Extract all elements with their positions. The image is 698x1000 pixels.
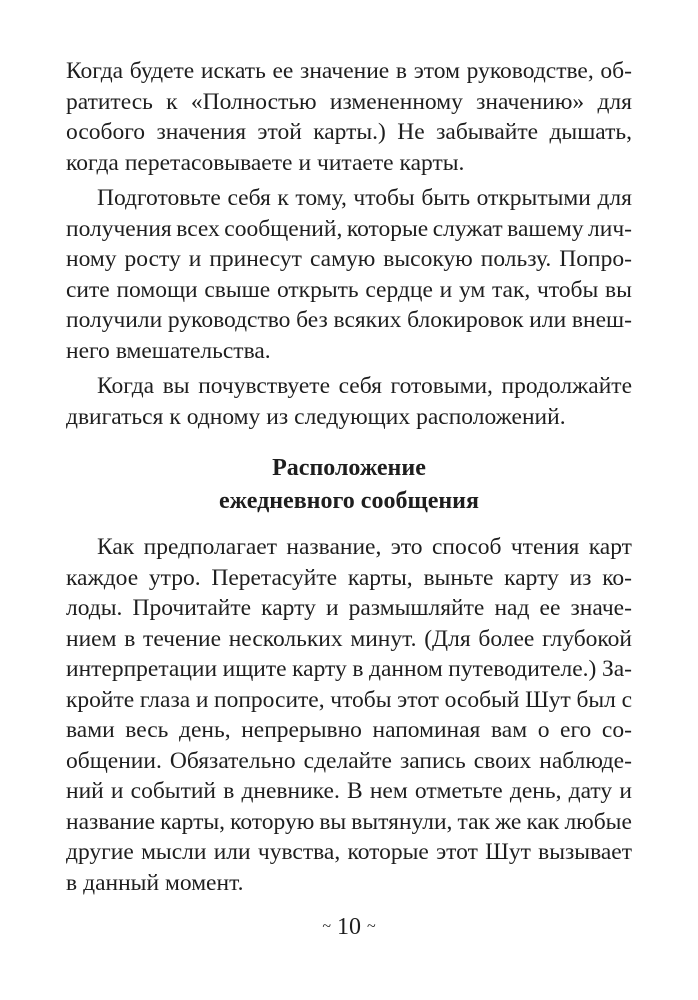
- paragraph: [66, 371, 632, 432]
- text-line: в данный момент.: [66, 869, 244, 896]
- text-line: ному росту и принесут самую высокую пользу. Попро-: [66, 246, 632, 272]
- section-heading-line-1: Расположение: [272, 455, 426, 481]
- paragraph: [66, 183, 632, 366]
- page-body: [66, 56, 632, 898]
- text-line: ний и событий в дневнике. В нем отметьте день, дату и: [66, 778, 632, 804]
- text-line: особого значения этой карты.) Не забывайте дышать,: [66, 119, 632, 145]
- text-line: лоды. Прочитайте карту и размышляйте над ее значе-: [66, 595, 632, 621]
- text-line: ратитесь к «Полностью измененному значению» для: [66, 88, 632, 115]
- paragraph: [66, 532, 632, 898]
- text-line: когда перетасовываете и читаете карты.: [66, 149, 465, 176]
- text-line: сите помощи свыше открыть сердце и ум так, чтобы вы: [66, 276, 632, 303]
- text-line: кройте глаза и попросите, чтобы этот особый Шут был с: [66, 686, 632, 713]
- page-number: 10: [337, 914, 361, 940]
- text-line: каждое утро. Перетасуйте карты, выньте карту из ко-: [66, 564, 632, 591]
- intro-text: [66, 56, 632, 432]
- paragraph: [66, 56, 632, 178]
- text-line: название карты, которую вы вытянули, так же как любые: [66, 808, 632, 835]
- text-line: Подготовьте себя к тому, чтобы быть открытыми для: [97, 185, 632, 211]
- ornament-right-icon: ~: [367, 918, 376, 936]
- text-line: Как предполагает название, это способ чтения карт: [97, 534, 632, 560]
- text-line: него вмешательства.: [66, 337, 271, 364]
- text-line: Когда будете искать ее значение в этом руководстве, об-: [66, 58, 632, 84]
- section-heading-line-2: ежедневного сообщения: [219, 488, 479, 514]
- text-line: нием в течение нескольких минут. (Для более глубокой: [66, 625, 632, 652]
- section-heading: [66, 452, 632, 518]
- ornament-left-icon: ~: [322, 918, 331, 936]
- text-line: получили руководство без всяких блокировок или внеш-: [66, 307, 632, 333]
- text-line: двигаться к одному из следующих расположений.: [66, 403, 566, 430]
- text-line: общении. Обязательно сделайте запись своих наблюде-: [66, 747, 632, 774]
- section-text: [66, 532, 632, 898]
- text-line: другие мысли или чувства, которые этот Шут вызывает: [66, 839, 632, 865]
- text-line: получения всех сообщений, которые служат вашему лич-: [66, 215, 632, 242]
- text-line: интерпретации ищите карту в данном путеводителе.) За-: [66, 656, 632, 682]
- page-footer: [0, 912, 698, 943]
- text-line: Когда вы почувствуете себя готовыми, продолжайте: [97, 373, 632, 399]
- text-line: вами весь день, непрерывно напоминая вам о его со-: [66, 717, 632, 743]
